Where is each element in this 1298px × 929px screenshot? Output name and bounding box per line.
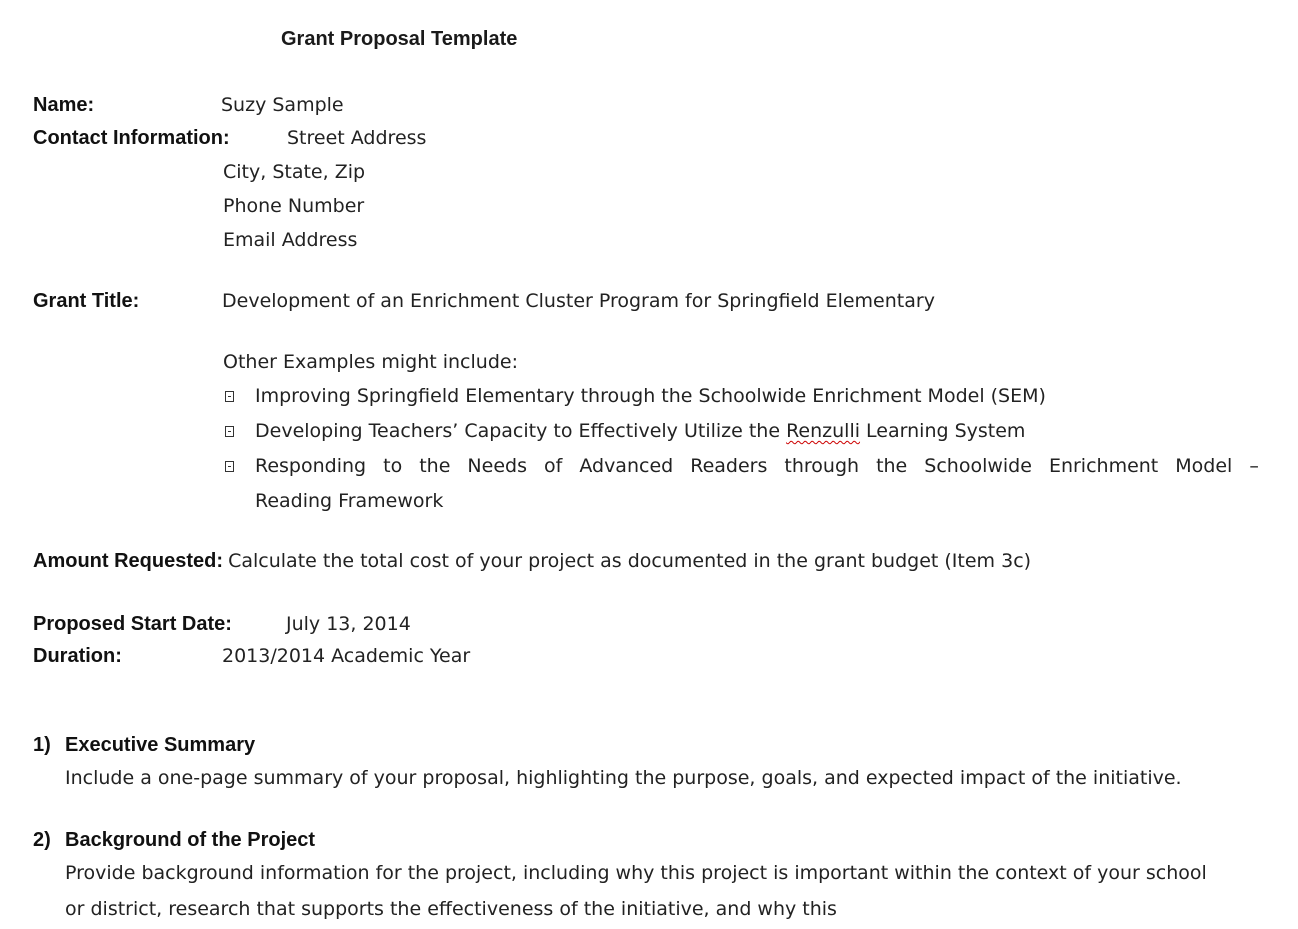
word: to	[383, 455, 403, 477]
word: Responding	[255, 455, 367, 477]
word: of	[544, 455, 563, 477]
word: Readers	[690, 455, 768, 477]
example-item-2	[255, 420, 1025, 442]
word: Schoolwide	[924, 455, 1032, 477]
example-item-3-line-1	[255, 455, 1259, 477]
name-label: Name:	[33, 94, 95, 116]
example-item-2-text-after: Learning System	[860, 420, 1026, 442]
grant-title-value: Development of an Enrichment Cluster Program for Springfield Elementary	[222, 290, 935, 312]
name-value: Suzy Sample	[221, 94, 344, 116]
section-1-number: 1)	[33, 734, 51, 756]
word: the	[419, 455, 451, 477]
contact-city-state-zip: City, State, Zip	[223, 161, 366, 183]
word: Model	[1175, 455, 1233, 477]
amount-row	[33, 550, 1031, 573]
start-date-value: July 13, 2014	[286, 613, 411, 635]
duration-value: 2013/2014 Academic Year	[222, 645, 471, 667]
example-item-3-line-2: Reading Framework	[255, 490, 444, 512]
word: the	[876, 455, 908, 477]
word: Enrichment	[1048, 455, 1159, 477]
contact-email: Email Address	[223, 229, 358, 251]
bullet-icon	[225, 426, 234, 437]
bullet-icon	[225, 461, 234, 472]
spellcheck-flagged-word: Renzulli	[786, 420, 861, 442]
section-1-heading: Executive Summary	[65, 734, 256, 756]
word: Advanced	[579, 455, 674, 477]
contact-label: Contact Information:	[33, 127, 230, 149]
grant-title-label: Grant Title:	[33, 290, 140, 312]
word: Needs	[467, 455, 527, 477]
amount-value: Calculate the total cost of your project as documented in the grant budget (Item 3c)	[228, 550, 1032, 572]
document-title: Grant Proposal Template	[281, 28, 518, 50]
contact-street: Street Address	[287, 127, 427, 149]
examples-intro: Other Examples might include:	[223, 351, 518, 373]
contact-phone: Phone Number	[223, 195, 365, 217]
start-date-label: Proposed Start Date:	[33, 613, 232, 635]
section-1-body: Include a one-page summary of your proposal, highlighting the purpose, goals, and expected impact of the initiative.	[65, 767, 1182, 789]
amount-label: Amount Requested:	[33, 550, 223, 572]
word: –	[1249, 455, 1259, 477]
section-2-heading: Background of the Project	[65, 829, 316, 851]
section-2-body-line-2: or district, research that supports the effectiveness of the initiative, and why this	[65, 898, 837, 920]
section-2-body-line-1: Provide background information for the project, including why this project is important within the context of your school	[65, 862, 1207, 884]
example-item-1: Improving Springfield Elementary through the Schoolwide Enrichment Model (SEM)	[255, 385, 1046, 407]
duration-label: Duration:	[33, 645, 122, 667]
bullet-icon	[225, 391, 234, 402]
word: through	[784, 455, 860, 477]
section-2-number: 2)	[33, 829, 51, 851]
example-item-2-text-before: Developing Teachers’ Capacity to Effectively Utilize the	[255, 420, 787, 442]
